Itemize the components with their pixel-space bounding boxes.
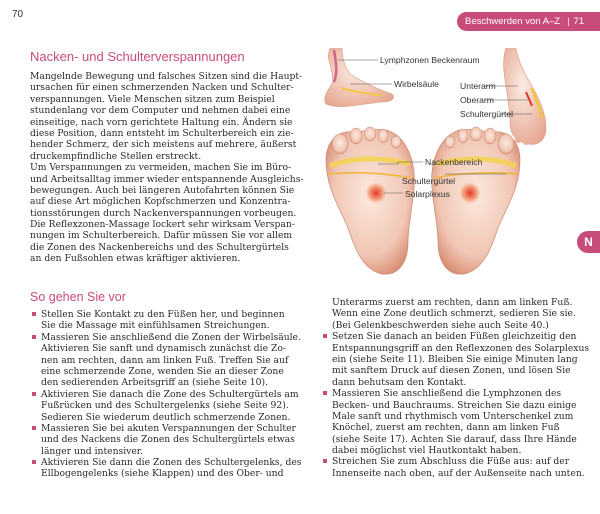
text-line: Aktivieren Sie dann die Zonen des Schultergelenks, des (41, 457, 302, 469)
text-line: ursachen für einen schmerzenden Nacken und Schulter- (30, 82, 294, 94)
procedure-title: So gehen Sie vor (30, 290, 126, 304)
section-header-tab (457, 12, 600, 31)
procedure-step (41, 389, 302, 423)
foot-reflexology-illustration (320, 48, 578, 280)
procedure-step (332, 456, 589, 479)
text-line: und des Nackens die Zonen des Schultergürtels etwas (41, 434, 295, 446)
label-neck-area: Nackenbereich (425, 157, 483, 167)
text-line: druckempfindliche Stellen erstreckt. (30, 150, 202, 162)
text-line: an den Fußsohlen etwas kräftiger aktivieren. (30, 253, 241, 265)
left-sole-drawing (326, 127, 414, 274)
text-line: Aktivieren Sie sanft und dynamisch zunächst die Zo- (41, 343, 286, 355)
text-line: stundenlang vor dem Computer und nehmen dabei eine (30, 105, 291, 117)
text-line: Massieren Sie anschließend die Lymphzonen des (332, 388, 562, 400)
text-line: Streichen Sie zum Abschluss die Füße aus: auf der (332, 456, 570, 468)
procedure-list-right (332, 297, 589, 479)
top-foot-drawing (504, 48, 546, 145)
text-line: Massieren Sie anschließend die Zonen der Wirbelsäule. (41, 331, 301, 343)
text-line: Setzen Sie danach an beiden Füßen gleichzeitig den (332, 331, 577, 343)
label-upper-arm: Oberarm (460, 95, 494, 105)
bullet-square-icon (32, 460, 36, 464)
label-lymph-zones: Lymphzonen Beckenraum (380, 55, 480, 65)
bullet-square-icon (32, 392, 36, 396)
procedure-step (332, 388, 589, 456)
text-line: die Zonen des Nackenbereichs und des Schultergürtels (30, 241, 289, 253)
text-line: tionsstörungen durch Nackenverspannungen vorbeugen. (30, 207, 297, 219)
text-line: diese Position, dann entsteht im Schulterbereich ein zie- (30, 127, 294, 139)
index-letter-tab[interactable]: N (577, 231, 600, 253)
text-line: und Arbeitsalltag immer wieder entspannende Ausgleichs- (30, 173, 304, 185)
text-line: dann behutsam den Kontakt. (332, 376, 467, 388)
text-line: nungen im Schulterbereich. Dafür müssen Sie vor allem (30, 230, 293, 242)
procedure-step (41, 332, 302, 389)
procedure-step (41, 423, 302, 457)
article-title: Nacken- und Schulterverspannungen (30, 49, 245, 64)
text-line: nen am rechten, dann am linken Fuß. Treffen Sie auf (41, 354, 289, 366)
text-line: Wenn eine Zone deutlich schmerzt, sedieren Sie sie. (332, 308, 576, 320)
text-line: Stellen Sie Kontakt zu den Füßen her, und beginnen (41, 309, 285, 320)
text-line: Entspannungsgriff an den Reflexzonen des Solarplexus (332, 342, 590, 354)
section-name: Beschwerden von A–Z (465, 16, 561, 27)
text-line: Male sanft und rhythmisch vom Unterschenkel zum (332, 410, 574, 422)
text-line: länger und intensiver. (41, 445, 144, 457)
text-line: Ellbogengelenks (siehe Klappen) und des Ober- und (41, 468, 284, 480)
text-line: ein (siehe Seite 11). Bleiben Sie einige Minuten lang (332, 353, 578, 365)
text-line: Die Reflexzonen-Massage lockert sehr wirksam Verspan- (30, 219, 295, 231)
text-line: eine schmerzende Zone, wenden Sie an dieser Zone (41, 365, 284, 377)
text-line: hender Schmerz, der sich meistens auf mehrere, äußerst (30, 139, 297, 151)
text-line: Massieren Sie bei akuten Verspannungen der Schulter (41, 422, 296, 434)
procedure-step (41, 309, 302, 332)
label-forearm: Unterarm (460, 81, 496, 91)
procedure-list-left (41, 309, 302, 480)
bullet-square-icon (32, 335, 36, 339)
text-line: Fußrücken und des Schultergelenks (siehe Seite 92). (41, 400, 289, 412)
text-line: einseitige, nach vorn gerichtete Haltung ein. Ändern sie (30, 116, 293, 128)
text-line: Knöchel, zuerst am rechten, dann am linken Fuß (332, 422, 560, 434)
foot-illustration-svg (320, 48, 578, 280)
text-line: Sedieren Sie wiederum deutlich schmerzende Zonen. (41, 411, 291, 423)
text-line: Um Verspannungen zu vermeiden, machen Sie im Büro- (30, 162, 292, 174)
text-line: dabei möglichst viel Hautkontakt haben. (332, 445, 522, 457)
page-number-right: 71 (573, 16, 585, 27)
text-line: mit sanftem Druck auf diesen Zonen, und lösen Sie (332, 365, 571, 377)
text-line: Unterarms zuerst am rechten, dann am linken Fuß. (332, 297, 573, 308)
text-line: (siehe Seite 17). Achten Sie darauf, dass Ihre Hände (332, 433, 577, 445)
bullet-square-icon (32, 426, 36, 430)
text-line: Innenseite nach oben, auf der Außenseite nach unten. (332, 467, 585, 479)
text-line: Mangelnde Bewegung und falsches Sitzen sind die Haupt- (30, 71, 303, 82)
text-line: bewegungen. Auch bei längeren Autofahrten können Sie (30, 184, 295, 196)
text-line: Sie die Massage mit einfühlsamen Streichungen. (41, 320, 270, 332)
text-line: verspannungen. Viele Menschen sitzen zum Beispiel (30, 93, 275, 105)
header-separator: | (567, 16, 570, 27)
label-shoulder-girdle: Schultergürtel (402, 176, 456, 186)
text-line: Becken- und Bauchraums. Streichen Sie dazu einige (332, 399, 577, 411)
bullet-square-icon (323, 334, 327, 338)
text-line: (Bei Gelenkbeschwerden siehe auch Seite 40.) (332, 319, 549, 331)
text-line: Aktivieren Sie danach die Zone des Schultergürtels am (41, 388, 299, 400)
procedure-step (41, 457, 302, 480)
bullet-square-icon (323, 391, 327, 395)
bullet-square-icon (323, 459, 327, 463)
label-solar-plexus: Solarplexus (405, 189, 450, 199)
text-line: auf diese Art möglichen Kopfschmerzen und Konzentra- (30, 196, 291, 208)
label-spine: Wirbelsäule (394, 79, 439, 89)
text-line: den sedierenden Arbeitsgriff an (siehe Seite 10). (41, 377, 268, 389)
intro-paragraph (30, 71, 304, 265)
right-sole-drawing (432, 127, 520, 274)
page-number-left: 70 (12, 9, 24, 20)
label-shoulder-girdle-top: Schultergürtel (460, 109, 514, 119)
procedure-step (332, 331, 589, 388)
bullet-square-icon (32, 312, 36, 316)
